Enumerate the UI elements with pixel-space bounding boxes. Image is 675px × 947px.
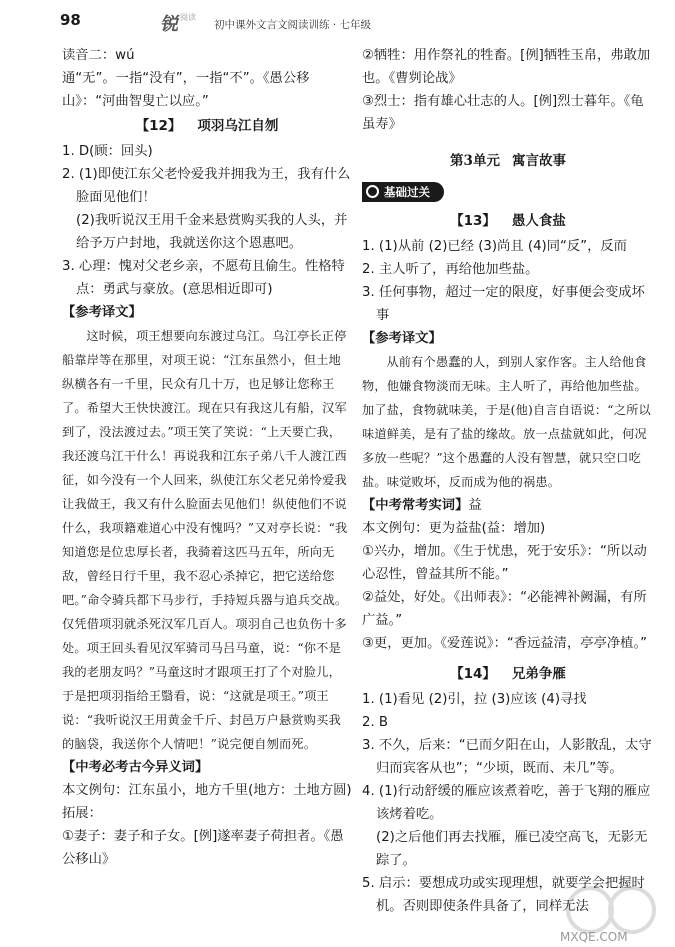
answer-item: 1. (1)从前 (2)已经 (3)尚且 (4)同“反”，反而: [362, 239, 627, 254]
unit-name: 寓言故事: [511, 153, 566, 169]
section-number: 【12】: [135, 118, 182, 134]
right-column: [362, 44, 654, 918]
answer-item: 1. D(顾：回头): [62, 144, 153, 159]
translation-heading: 【参考译文】: [362, 331, 442, 346]
answer-item: 4. (1)行动舒缓的雁应该煮着吃，善于飞翔的雁应该烤着吃。: [362, 784, 651, 822]
brand-logo: 锐: [160, 14, 178, 35]
section-title: 项羽乌江自刎: [197, 118, 279, 134]
translation-text: 从前有个愚蠢的人，到别人家作客。主人给他食物，他嫌食物淡而无味。主人听了，再给他加些盐。加了盐，食物就味美，于是(他)自言自语说：“之所以味道鲜美，是有了盐的缘故。放一点盐就如此，何况多放一些呢？”这个愚蠢的人没有智慧，就只空口吃盐。味觉败坏，反而成为他的祸患。: [362, 355, 651, 489]
answer-item: 2. (1)即使江东父老怜爱我并拥我为王，我有什么脸面见他们！: [62, 167, 351, 205]
vocab-line: ②牺牲：用作祭礼的牲畜。[例]牺牲玉帛，弗敢加也。《曹刿论战》: [362, 48, 651, 86]
left-column: [62, 44, 352, 871]
vocab-heading: 【中考必考古今异义词】: [62, 760, 209, 775]
answer-item: (2)之后他们再去找雁，雁已凌空高飞，无影无踪了。: [376, 830, 648, 868]
vocab-word: 益: [468, 498, 482, 513]
vocab-line: ③更，更加。《爱莲说》：“香远益清，亭亭净植。”: [362, 636, 647, 651]
answer-item: (2)我听说汉王用千金来悬赏购买我的人头，并给予万户封地，我就送你这个恩惠吧。: [76, 213, 348, 251]
vocab-line: ①兴办，增加。《生于忧患，死于安乐》：“所以动心忍性，曾益其所不能。”: [362, 544, 647, 582]
section-number: 【13】: [450, 213, 496, 229]
answer-item: 3. 不久，后来：“已而夕阳在山，人影散乱，太守归而宾客从也”；“少顷，既而、未几”等。: [362, 738, 652, 776]
vocab-line: 本文例句：江东虽小，地方千里(地方：土地方圆): [62, 783, 352, 798]
intro-line: 读音二：wú: [62, 48, 135, 63]
vocab-line: ②益处，好处。《出师表》：“必能裨补阙漏，有所广益。”: [362, 590, 647, 628]
series-title: 初中课外文言文阅读训练 · 七年级: [214, 19, 372, 31]
answer-item: 1. (1)看见 (2)引，拉 (3)应该 (4)寻找: [362, 692, 587, 707]
vocab-line: ③烈士：指有雄心壮志的人。[例]烈士暮年。《龟虽寿》: [362, 94, 644, 132]
answer-item: 5. 启示：要想成功或实现理想，就要学会把握时机。否则即使条件具备了，同样无法: [362, 876, 645, 914]
target-icon: [366, 185, 379, 198]
badge-label: 基础过关: [384, 185, 430, 199]
answer-item: 2. 主人听了，再给他加些盐。: [362, 262, 539, 277]
vocab-heading-label: 【中考常考实词】: [362, 498, 469, 513]
vocab-line: 拓展：: [62, 806, 102, 821]
unit-title: [362, 148, 654, 174]
brand-subtitle: 阅读: [180, 13, 196, 22]
basic-review-badge: [362, 182, 444, 202]
answer-item: 2. B: [362, 715, 389, 730]
section-heading-14: [362, 663, 654, 686]
page-number: 98: [60, 11, 81, 29]
intro-line: 通“无”。一指“没有”，一指“不”。《愚公移山》：“河曲智叟亡以应。”: [62, 71, 310, 109]
answer-item: 3. 任何事物，超过一定的限度，好事便会变成坏事: [362, 285, 645, 323]
section-title: 兄弟争雁: [511, 666, 566, 682]
section-heading-13: [362, 210, 654, 233]
answer-item: 3. 心理：愧对父老乡亲，不愿苟且偷生。性格特点：勇武与豪放。(意思相近即可): [62, 259, 345, 297]
watermark-text: MXQE.COM: [560, 930, 628, 944]
section-title: 愚人食盐: [511, 213, 566, 229]
page-header: [0, 0, 675, 42]
translation-text: 这时候，项王想要向东渡过乌江。乌江亭长正停船靠岸等在那里，对项王说：“江东虽然小，但土地纵横各有一千里，民众有几十万，也足够让您称王了。希望大王快快渡江。现在只有我这儿有船，汉军到了，没法渡过去。”项王笑了笑说：“上天要亡我，我还渡乌江干什么！再说我和江东子弟八千人渡江西征，如今没有一个人回来，纵使江东父老兄弟怜爱我让我做王，我又有什么脸面去见他们！纵使他们不说什么，我项籍难道心中没有愧吗？”又对亭长说：“我知道您是位忠厚长者，我骑着这匹马五年，所向无敌，曾经日行千里，我不忍心杀掉它，把它送给您吧。”命令骑兵都下马步行，手持短兵器与追兵交战。仅凭借项羽就杀死汉军几百人。项羽自己也负伤十多处。项王回头看见汉军骑司马吕马童，说：“你不是我的老朋友吗？”马童这时才跟项王打了个对脸儿，于是把项羽指给王翳看，说：“这就是项王。”项王说：“我听说汉王用黄金千斤、封邑万户悬赏购买我的脑袋，我送你个人情吧！”说完便自刎而死。: [62, 329, 348, 751]
vocab-line: 本文例句：更为益盐(益：增加): [362, 521, 546, 536]
section-number: 【14】: [450, 666, 496, 682]
unit-number: 第3单元: [450, 153, 500, 169]
translation-heading: 【参考译文】: [62, 305, 142, 320]
vocab-heading: [362, 494, 654, 517]
vocab-line: ①妻子：妻子和子女。[例]遂率妻子荷担者。《愚公移山》: [62, 829, 344, 867]
section-heading-12: [62, 115, 352, 138]
